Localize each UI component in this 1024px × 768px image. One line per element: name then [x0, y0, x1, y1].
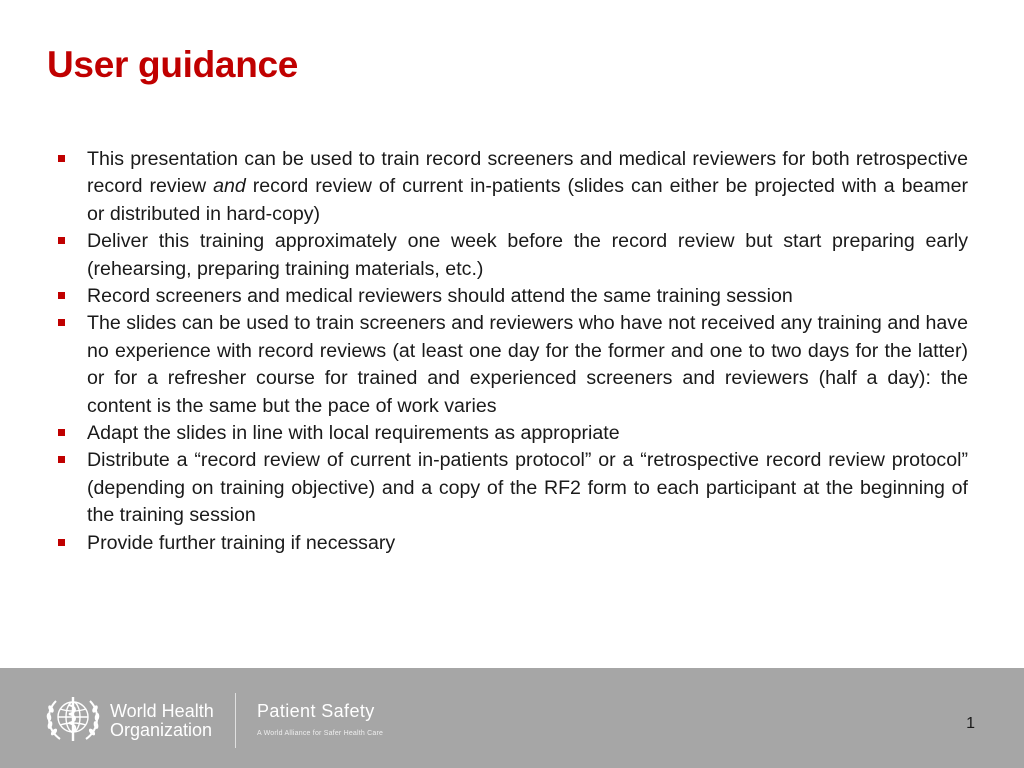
bullet-text: The slides can be used to train screeners and reviewers who have not received any training and have no experience with record reviews (at least one day for the former and one to two days for the latter) or for a refresher course for trained and experienced screeners and reviewers (half a day): the content is the same but the pace of work varies [87, 312, 968, 417]
bullet-item [58, 530, 968, 557]
bullet-item [58, 146, 968, 228]
org-name-line2: Organization [110, 720, 213, 740]
bullet-list [58, 146, 968, 557]
bullet-item [58, 310, 968, 420]
bullet-square-icon [58, 319, 65, 326]
who-emblem-icon [42, 693, 104, 745]
bullet-item [58, 447, 968, 529]
program-name: Patient Safety [257, 701, 375, 721]
bullet-text: Provide further training if necessary [87, 531, 396, 554]
bullet-text: Record screeners and medical reviewers should attend the same training session [87, 285, 793, 308]
bullet-item [58, 283, 968, 310]
footer-divider [235, 693, 236, 748]
bullet-square-icon [58, 237, 65, 244]
bullet-text: Adapt the slides in line with local requirements as appropriate [87, 422, 620, 445]
org-name-line1: World Health [110, 701, 214, 721]
bullet-square-icon [58, 292, 65, 299]
bullet-text: Distribute a “record review of current in-patients protocol” or a “retrospective record review protocol” (depending on training objective) and a copy of the RF2 form to each participant at the beginning of the training session [87, 449, 968, 527]
bullet-item [58, 228, 968, 283]
footer-bar [0, 668, 1024, 768]
bullet-text: This presentation can be used to train record screeners and medical reviewers for both retrospective record review [87, 148, 968, 198]
bullet-square-icon [58, 456, 65, 463]
bullet-square-icon [58, 429, 65, 436]
bullet-text: Deliver this training approximately one week before the record review but start preparing early (rehearsing, preparing training materials, etc.) [87, 230, 968, 280]
bullet-square-icon [58, 539, 65, 546]
bullet-text-emphasis: and [213, 175, 246, 198]
bullet-item [58, 420, 968, 447]
bullet-square-icon [58, 155, 65, 162]
bullet-text: record review of current in-patients (slides can either be projected with a beamer or distributed in hard-copy) [87, 175, 969, 225]
page-number: 1 [966, 715, 975, 732]
program-tagline: A World Alliance for Safer Health Care [257, 730, 384, 737]
slide-title: User guidance [47, 44, 299, 85]
org-name [110, 702, 230, 740]
